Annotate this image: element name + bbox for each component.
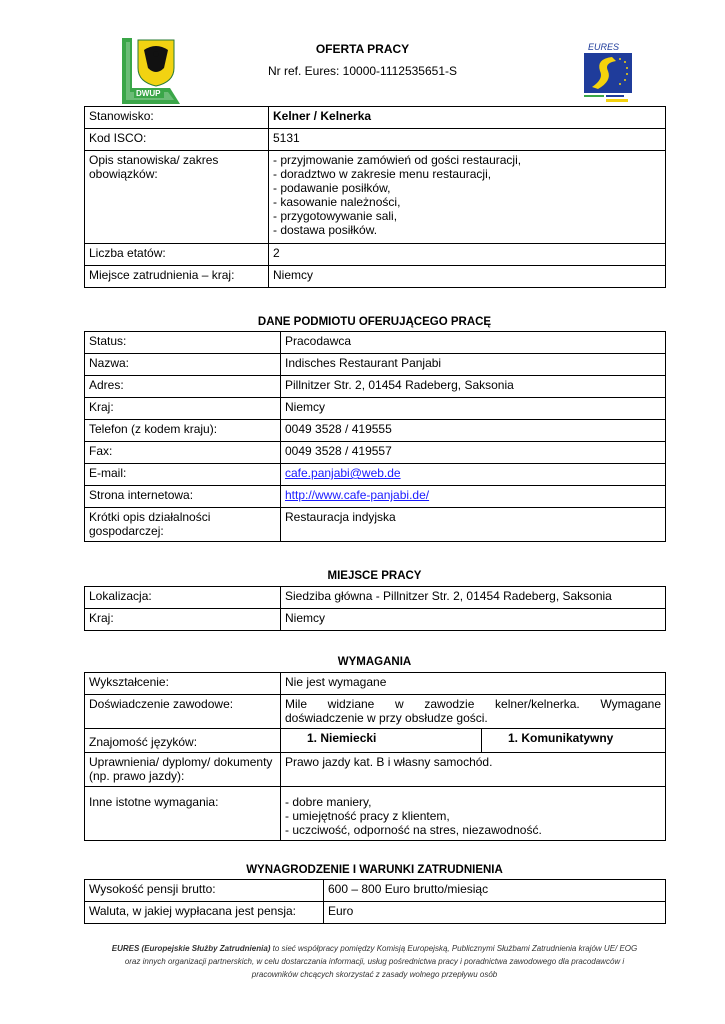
document-title: OFERTA PRACY [315,42,410,56]
table-row [85,609,666,631]
website-cell [281,486,666,508]
table-row [85,787,666,841]
licenses-value: Prawo jazdy kat. B i własny samochód. [281,753,666,787]
currency-value: Euro [324,902,666,924]
licenses-label-line: Uprawnienia/ dyplomy/ dokumenty [89,755,273,769]
language-name: 1. Niemiecki [281,729,482,753]
duty-item: - przygotowywanie sali, [273,209,398,223]
table-row [85,354,666,376]
table-row [85,107,666,129]
name-value: Indisches Restaurant Panjabi [281,354,666,376]
location-label: Lokalizacja: [85,587,281,609]
offer-table [84,106,666,288]
phone-value: 0049 3528 / 419555 [281,420,666,442]
workplace-section-title: MIEJSCE PRACY [327,570,422,582]
address-label: Adres: [85,376,281,398]
table-row [85,464,666,486]
name-label: Nazwa: [85,354,281,376]
table-row [85,266,666,288]
table-row [85,129,666,151]
website-link[interactable]: http://www.cafe-panjabi.de/ [285,488,430,502]
table-row [85,151,666,244]
salary-value: 600 – 800 Euro brutto/miesiąc [324,880,666,902]
footer-line [84,942,665,955]
salary-section-title: WYNAGRODZENIE I WARUNKI ZATRUDNIENIA [246,864,503,876]
location-value: Siedziba główna - Pillnitzer Str. 2, 01454 Radeberg, Saksonia [281,587,666,609]
position-label: Stanowisko: [85,107,269,129]
table-row [85,332,666,354]
education-value: Nie jest wymagane [281,673,666,695]
table-row [85,508,666,542]
salary-table [84,879,666,924]
table-row [85,587,666,609]
fte-value: 2 [269,244,666,266]
experience-line: Mile widziane w zawodzie kelner/kelnerka. Wymagane [285,697,662,711]
status-label: Status: [85,332,281,354]
currency-label: Waluta, w jakiej wypłacana jest pensja: [85,902,324,924]
experience-line: doświadczenie w przy obsłudze gości. [285,711,488,725]
table-row [85,486,666,508]
fte-label: Liczba etatów: [85,244,269,266]
table-row [85,695,666,729]
duty-item: - dostawa posiłków. [273,223,378,237]
footer-eures-name: EURES (Europejskie Służby Zatrudnienia) [111,944,271,953]
table-row [85,398,666,420]
licenses-label-line: (np. prawo jazdy): [89,769,185,783]
salary-label: Wysokość pensji brutto: [85,880,324,902]
duty-item: - podawanie posiłków, [273,181,391,195]
education-label: Wykształcenie: [85,673,281,695]
duties-label: Opis stanowiska/ zakres obowiązków: [85,151,269,244]
other-requirements-label: Inne istotne wymagania: [85,787,281,841]
footer-text: to sieć współpracy pomiędzy Komisją Europejską, Publicznymi Służbami Zatrudnienia krajów UE/ EOG [270,944,638,953]
table-row [85,420,666,442]
activity-label: Krótki opis działalności gospodarczej: [85,508,281,542]
table-row [85,673,666,695]
website-label: Strona internetowa: [85,486,281,508]
country-label: Miejsce zatrudnienia – kraj: [85,266,269,288]
phone-label: Telefon (z kodem kraju): [85,420,281,442]
eures-logo-icon [582,41,634,103]
page-footer [84,942,665,981]
email-label: E-mail: [85,464,281,486]
requirements-table [84,672,666,841]
workplace-country-label: Kraj: [85,609,281,631]
requirement-item: - uczciwość, odporność na stres, niezawodność. [285,823,542,837]
requirement-item: - dobre maniery, [285,795,372,809]
table-row [85,902,666,924]
licenses-label [85,753,281,787]
table-row [85,753,666,787]
fax-label: Fax: [85,442,281,464]
duties-value [269,151,666,244]
table-row [85,729,666,753]
workplace-country-value: Niemcy [281,609,666,631]
table-row [85,244,666,266]
activity-value: Restauracja indyjska [281,508,666,542]
employer-table [84,331,666,542]
requirements-section-title: WYMAGANIA [337,656,412,668]
employer-country-value: Niemcy [281,398,666,420]
status-value: Pracodawca [281,332,666,354]
svg-text:EURES: EURES [588,42,620,52]
requirement-item: - umiejętność pracy z klientem, [285,809,450,823]
page-header [0,0,725,110]
document-reference: Nr ref. Eures: 10000-1112535651-S [267,64,457,78]
employer-country-label: Kraj: [85,398,281,420]
languages-label: Znajomość języków: [85,729,281,753]
footer-line: oraz innych organizacji partnerskich, w celu dostarczania informacji, usług pośrednictwa pracy i poradnictwa zawodowego dla pracodawców i [124,957,625,966]
language-level: 1. Komunikatywny [482,729,666,753]
position-value: Kelner / Kelnerka [269,107,666,129]
experience-label: Doświadczenie zawodowe: [85,695,281,729]
duty-item: - kasowanie należności, [273,195,401,209]
table-row [85,376,666,398]
table-row [85,442,666,464]
email-link[interactable]: cafe.panjabi@web.de [285,466,401,480]
svg-text:DWUP: DWUP [136,89,161,98]
workplace-table [84,586,666,631]
address-value: Pillnitzer Str. 2, 01454 Radeberg, Saksonia [281,376,666,398]
employer-section-title: DANE PODMIOTU OFERUJĄCEGO PRACĘ [257,316,492,328]
country-value: Niemcy [269,266,666,288]
experience-value [281,695,666,729]
fax-value: 0049 3528 / 419557 [281,442,666,464]
isco-label: Kod ISCO: [85,129,269,151]
isco-value: 5131 [269,129,666,151]
email-cell [281,464,666,486]
footer-line: pracowników chcących skorzystać z zasady wolnego przepływu osób [251,970,498,979]
other-requirements-value [281,787,666,841]
duty-item: - przyjmowanie zamówień od gości restauracji, [273,153,522,167]
table-row [85,880,666,902]
duty-item: - doradztwo w zakresie menu restauracji, [273,167,492,181]
